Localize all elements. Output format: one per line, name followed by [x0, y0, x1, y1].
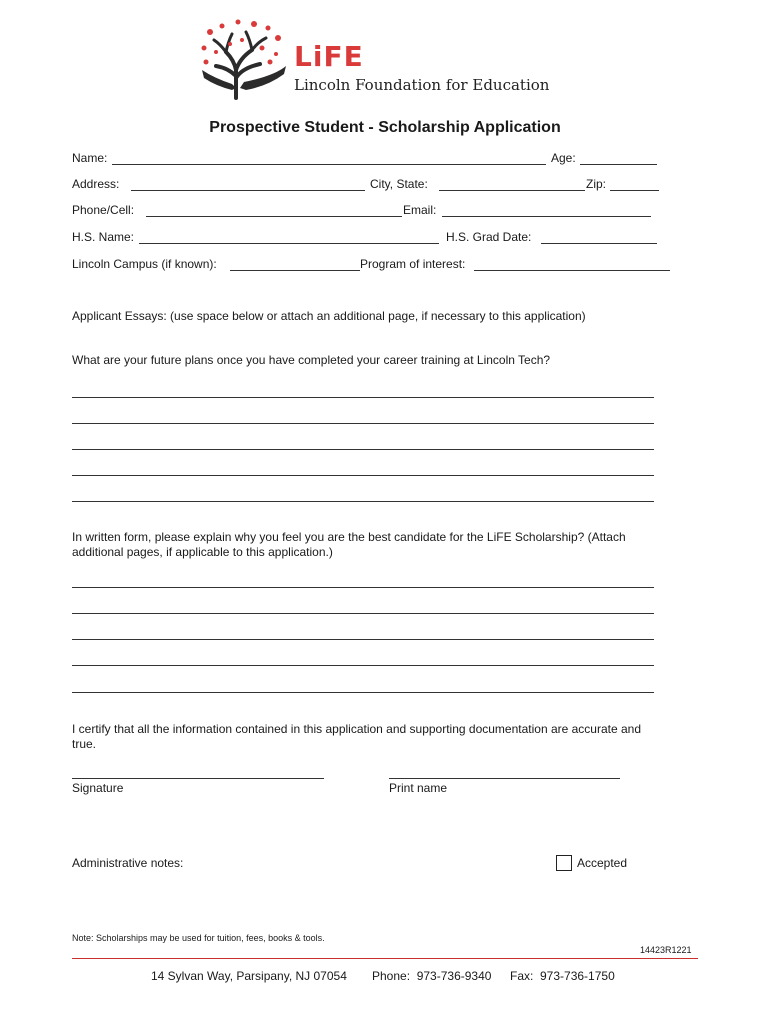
form-code: 14423R1221	[640, 945, 692, 955]
essay-2-line[interactable]	[72, 587, 654, 588]
hs-grad-date-label: H.S. Grad Date:	[446, 230, 532, 244]
essays-intro: Applicant Essays: (use space below or attach an additional page, if necessary to this application)	[72, 309, 586, 323]
essay-1-line[interactable]	[72, 501, 654, 502]
hs-name-field[interactable]	[139, 243, 439, 244]
print-name-label: Print name	[389, 781, 448, 795]
footer-divider	[72, 958, 698, 959]
city-state-field[interactable]	[439, 190, 585, 191]
email-label: Email:	[403, 203, 437, 217]
hs-name-label: H.S. Name:	[72, 230, 135, 244]
page-title: Prospective Student - Scholarship Application	[209, 119, 561, 136]
logo	[196, 18, 586, 100]
essay-question-2-line-1: In written form, please explain why you feel you are the best candidate for the LiFE Scholarship? (Attach	[72, 530, 626, 544]
footer-fax: Fax: 973-736-1750	[510, 969, 615, 983]
city-state-label: City, State:	[370, 177, 428, 191]
essay-2-line[interactable]	[72, 692, 654, 693]
address-field[interactable]	[131, 190, 365, 191]
hs-grad-date-field[interactable]	[541, 243, 657, 244]
essay-question-1: What are your future plans once you have completed your career training at Lincoln Tech?	[72, 353, 551, 367]
footer-phone: Phone: 973-736-9340	[372, 969, 492, 983]
name-label: Name:	[72, 151, 108, 165]
phone-field[interactable]	[146, 216, 402, 217]
program-field[interactable]	[474, 270, 670, 271]
print-name-field[interactable]	[389, 778, 620, 779]
essay-1-line[interactable]	[72, 475, 654, 476]
campus-label: Lincoln Campus (if known):	[72, 257, 217, 271]
logo-subtitle: Lincoln Foundation for Education	[294, 76, 550, 94]
accepted-label: Accepted	[577, 856, 628, 870]
email-field[interactable]	[442, 216, 651, 217]
essay-2-line[interactable]	[72, 639, 654, 640]
footer-address: 14 Sylvan Way, Parsipany, NJ 07054	[151, 969, 347, 983]
phone-label: Phone/Cell:	[72, 203, 135, 217]
logo-brand: LiFE	[294, 40, 364, 73]
program-label: Program of interest:	[360, 257, 466, 271]
signature-label: Signature	[72, 781, 124, 795]
campus-field[interactable]	[230, 270, 360, 271]
certify-line-1: I certify that all the information contained in this application and supporting documentation are accurate and	[72, 722, 642, 736]
essay-question-2-line-2: additional pages, if applicable to this application.)	[72, 545, 333, 559]
essay-1-line[interactable]	[72, 397, 654, 398]
zip-label: Zip:	[586, 177, 607, 191]
essay-2-line[interactable]	[72, 665, 654, 666]
name-field[interactable]	[112, 164, 546, 165]
address-label: Address:	[72, 177, 120, 191]
certify-line-2: true.	[72, 737, 97, 751]
tree-hands-logo-icon	[196, 18, 292, 100]
essay-1-line[interactable]	[72, 423, 654, 424]
accepted-checkbox[interactable]	[556, 855, 572, 871]
essay-1-line[interactable]	[72, 449, 654, 450]
admin-notes-label: Administrative notes:	[72, 856, 184, 870]
zip-field[interactable]	[610, 190, 659, 191]
essay-2-line[interactable]	[72, 613, 654, 614]
age-label: Age:	[551, 151, 576, 165]
signature-field[interactable]	[72, 778, 324, 779]
age-field[interactable]	[580, 164, 657, 165]
scholarship-note: Note: Scholarships may be used for tuition, fees, books & tools.	[72, 933, 325, 943]
